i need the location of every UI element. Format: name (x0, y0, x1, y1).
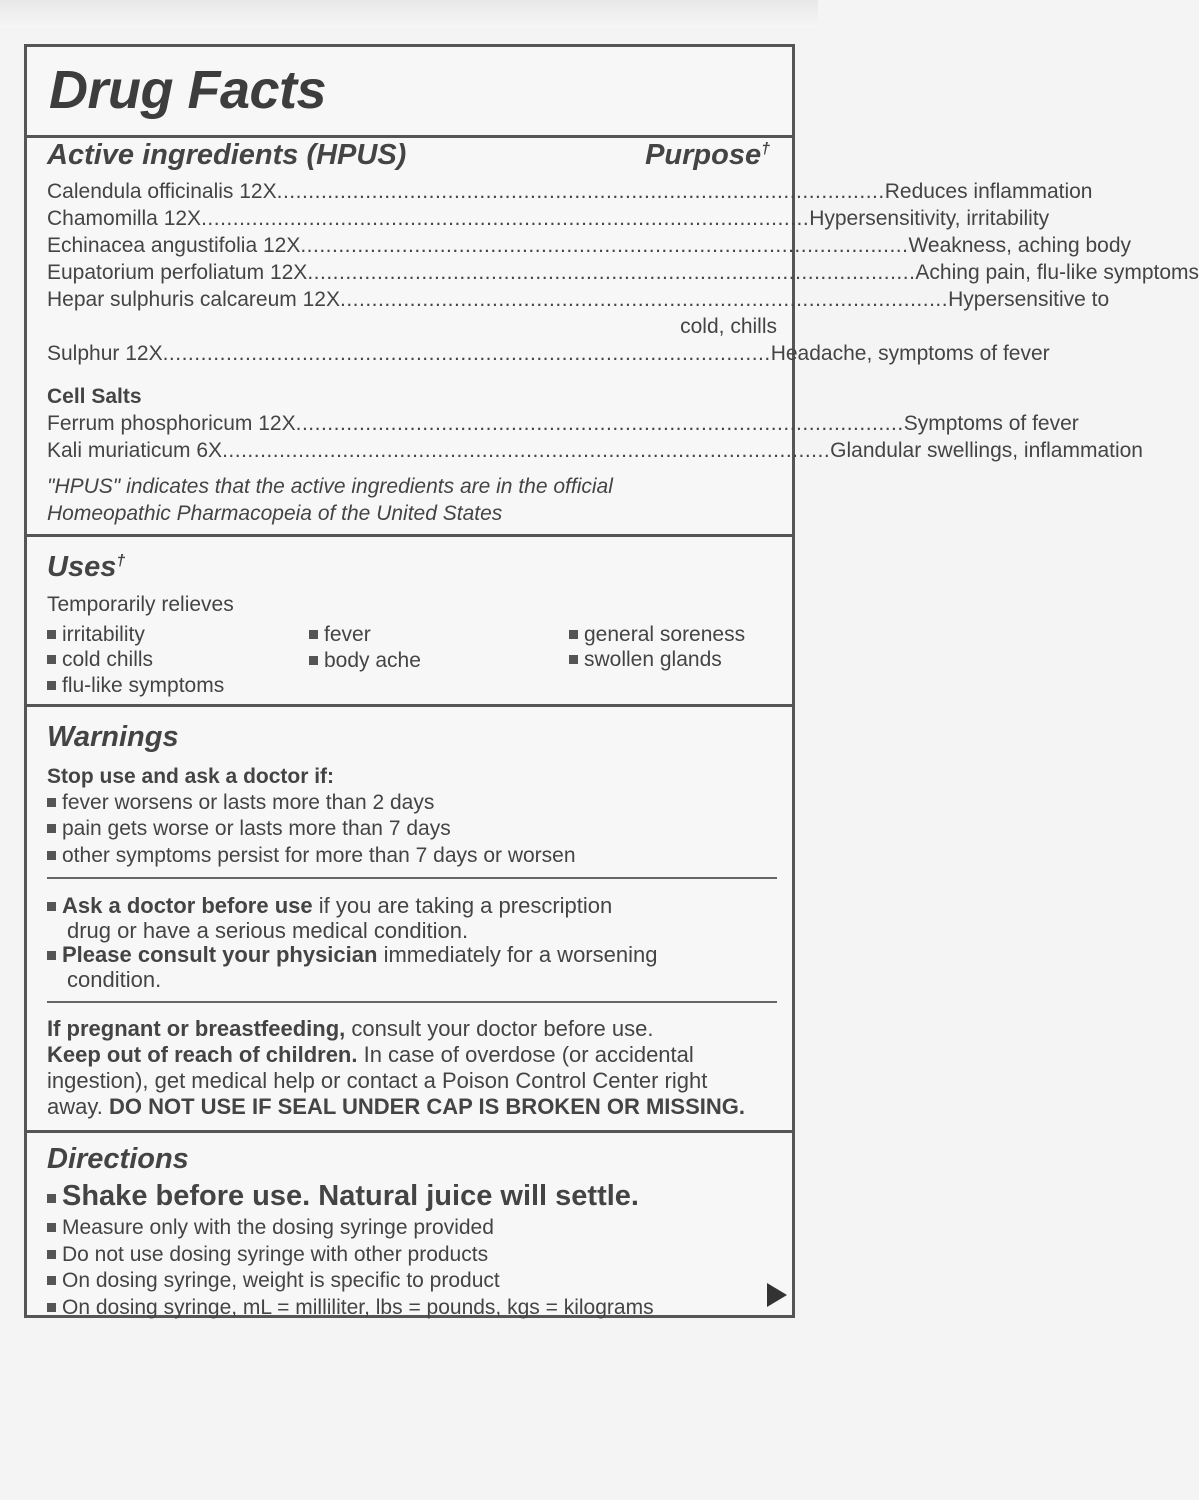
hpus-note-line: Homeopathic Pharmacopeia of the United States (47, 502, 503, 525)
ask-doctor-continuation: drug or have a serious medical condition. (67, 918, 469, 943)
purpose-heading: Purpose† (645, 139, 770, 171)
ingredient-row: Echinacea angustifolia 12X ................................................................................................ Weakness, aching body (47, 234, 1132, 257)
ingredient-purpose-continuation: cold, chills (680, 315, 777, 338)
continue-arrow-icon (767, 1283, 787, 1307)
warnings-divider (27, 704, 792, 707)
directions-item: Do not use dosing syringe with other products (47, 1242, 777, 1268)
directions-heading: Directions (47, 1143, 189, 1175)
uses-item: flu-like symptoms (47, 674, 224, 698)
uses-intro: Temporarily relieves (47, 593, 234, 616)
cell-salt-row: Ferrum phosphoricum 12X ................................................................................................ Symptoms of fever (47, 412, 1079, 435)
seal-warning: away. DO NOT USE IF SEAL UNDER CAP IS BROKEN OR MISSING. (47, 1094, 745, 1119)
page-title: Drug Facts (49, 60, 327, 120)
directions-divider (27, 1130, 792, 1133)
stop-use-item: pain gets worse or lasts more than 7 days (47, 816, 777, 842)
title-divider (27, 135, 792, 138)
children-warning: Keep out of reach of children. In case of overdose (or accidental (47, 1042, 694, 1067)
ingredient-row: Chamomilla 12X ................................................................................................ Hypersensitivity, irritability (47, 207, 1050, 230)
cell-salt-row: Kali muriaticum 6X ................................................................................................ Glandular swellings, inflammation (47, 439, 1143, 462)
uses-item: cold chills (47, 648, 153, 672)
stop-use-item: other symptoms persist for more than 7 days or worsen (47, 843, 777, 869)
warnings-thin-divider (47, 877, 777, 879)
directions-item: On dosing syringe, mL = milliliter, lbs = pounds, kgs = kilograms (47, 1295, 777, 1321)
uses-item: general soreness (569, 623, 745, 647)
active-ingredients-heading: Active ingredients (HPUS) (47, 139, 407, 171)
consult-physician-continuation: condition. (67, 967, 162, 992)
ask-doctor-item: Ask a doctor before use if you are taking a prescription (47, 893, 777, 919)
cell-salts-heading: Cell Salts (47, 385, 142, 408)
uses-item: swollen glands (569, 648, 722, 672)
consult-physician-item: Please consult your physician immediately for a worsening (47, 942, 777, 968)
stop-use-item: fever worsens or lasts more than 2 days (47, 790, 777, 816)
directions-item: On dosing syringe, weight is specific to product (47, 1268, 777, 1294)
warnings-heading: Warnings (47, 721, 179, 753)
stop-use-heading: Stop use and ask a doctor if: (47, 765, 335, 788)
ingredient-row: Calendula officinalis 12X ................................................................................................ Reduces inflammation (47, 180, 1093, 203)
uses-item: fever (309, 623, 371, 647)
pregnancy-warning: If pregnant or breastfeeding, consult your doctor before use. (47, 1016, 654, 1041)
ingredient-row: Hepar sulphuris calcareum 12X ................................................................................................ Hypersensitive to (47, 288, 1110, 311)
ingredient-row: Sulphur 12X ................................................................................................ Headache, symptoms of fever (47, 342, 1050, 365)
uses-item: body ache (309, 649, 421, 673)
children-warning-continuation: ingestion), get medical help or contact a Poison Control Center right (47, 1068, 708, 1093)
uses-item: irritability (47, 623, 145, 647)
drug-facts-panel (24, 44, 1199, 1319)
uses-heading: Uses† (47, 551, 126, 583)
directions-main: Shake before use. Natural juice will settle. (47, 1179, 777, 1213)
uses-divider (27, 534, 792, 537)
box-top-edge (0, 0, 818, 28)
hpus-note-line: "HPUS" indicates that the active ingredients are in the official (47, 475, 613, 498)
warnings-thin-divider (47, 1001, 777, 1003)
directions-item: Measure only with the dosing syringe provided (47, 1215, 777, 1241)
ingredient-row: Eupatorium perfoliatum 12X ................................................................................................ Aching pain, flu-like symptoms (47, 261, 1199, 284)
